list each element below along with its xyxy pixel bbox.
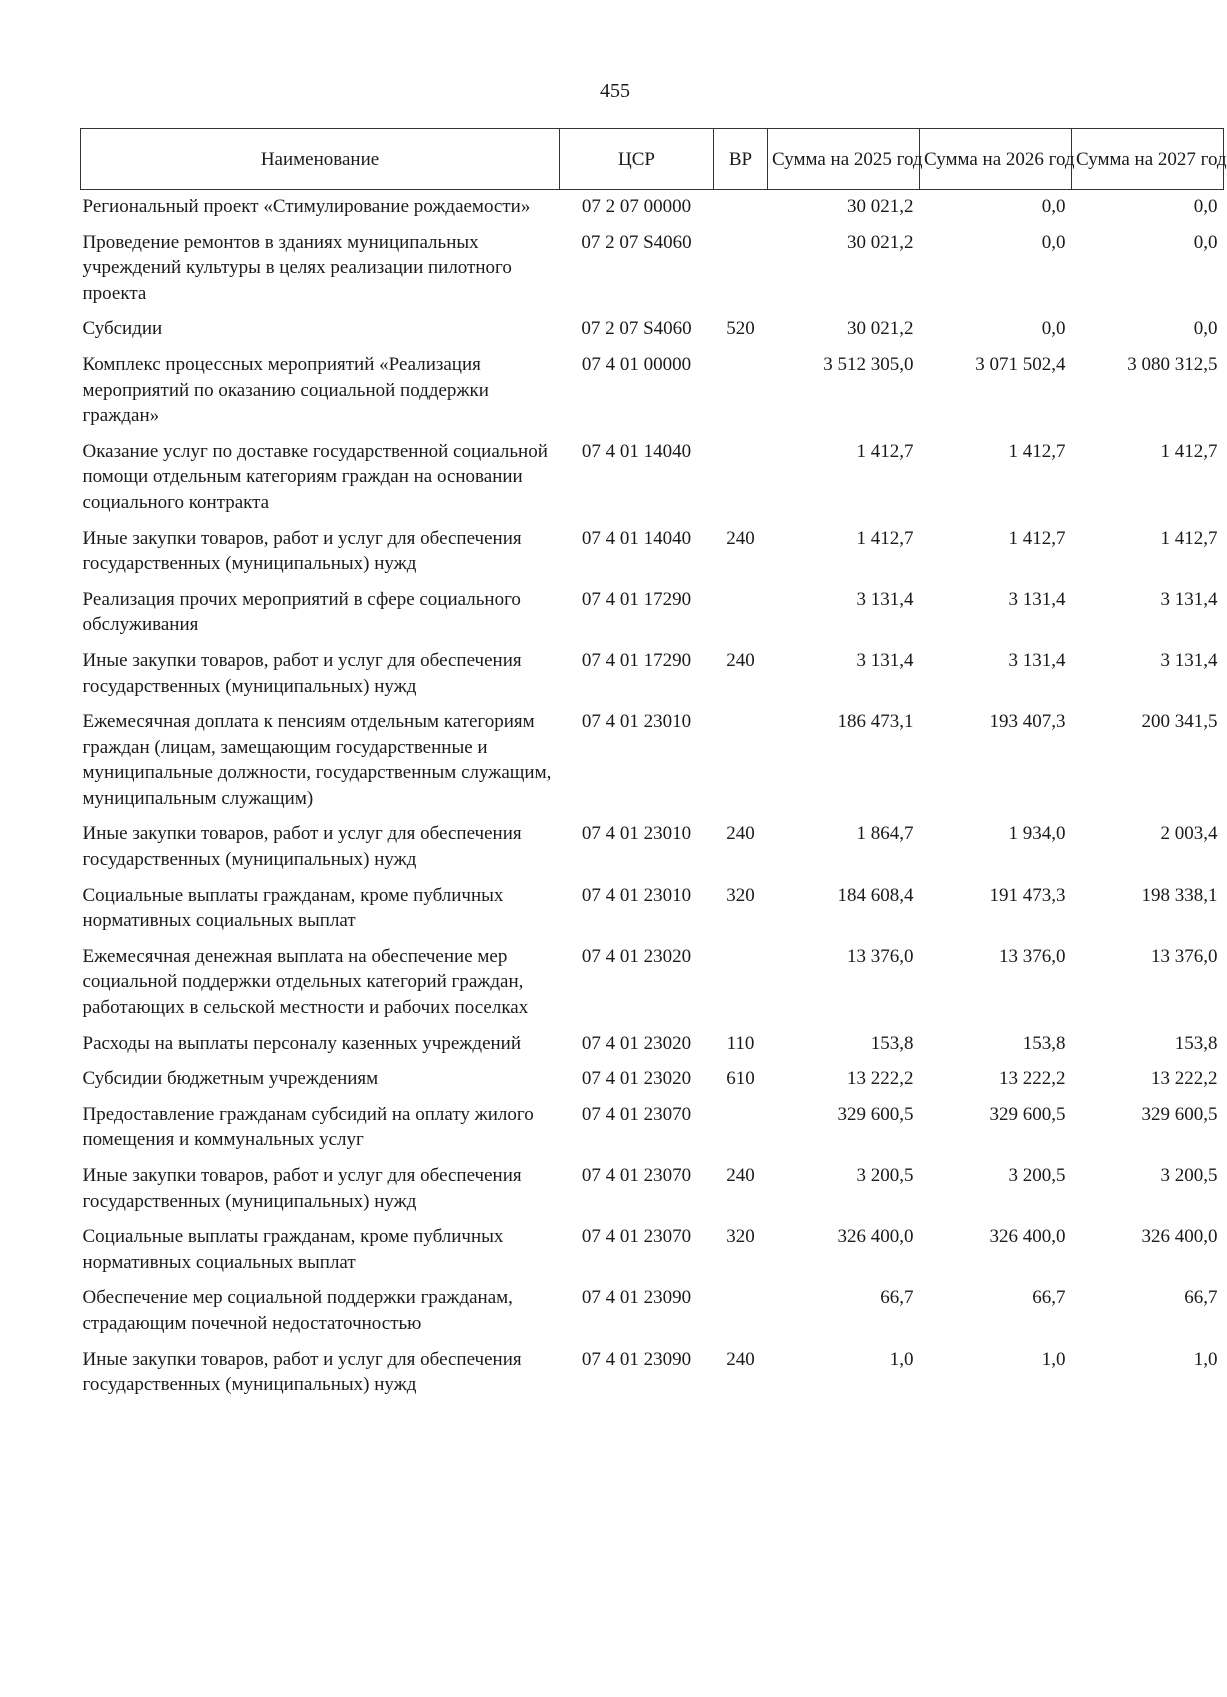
cell-csr: 07 4 01 23010 (581, 884, 692, 906)
cell-vr: 240 (726, 1165, 755, 1186)
cell-sum-2025: 3 200,5 (856, 1165, 914, 1186)
cell-sum-2026: 13 376,0 (999, 945, 1066, 967)
cell-sum-2026: 193 407,3 (989, 711, 1066, 733)
cell-name: Социальные выплаты гражданам, кроме публичных нормативных социальных выплат (82, 1226, 504, 1273)
cell-csr: 07 2 07 S4060 (581, 318, 692, 340)
cell-sum-2026: 66,7 (1032, 1287, 1066, 1309)
cell-sum-2026: 13 222,2 (999, 1068, 1066, 1090)
cell-name: Ежемесячная доплата к пенсиям отдельным категориям граждан (лицам, замещающим государственные и муниципальные должности, государственным служащим, муниципальным служащим) (82, 711, 552, 809)
cell-csr: 07 4 01 23020 (581, 1068, 692, 1090)
cell-vr (714, 348, 768, 435)
header-sum-2025: Сумма на 2025 год (768, 129, 920, 190)
cell-csr: 07 4 01 14040 (581, 440, 692, 462)
cell-name: Реализация прочих мероприятий в сфере социального обслуживания (82, 588, 521, 636)
cell-vr: 520 (726, 318, 755, 340)
cell-sum-2026: 3 131,4 (1008, 588, 1066, 610)
cell-vr (714, 1281, 768, 1342)
header-csr: ЦСР (560, 129, 714, 190)
cell-name: Иные закупки товаров, работ и услуг для обеспечения государственных (муниципальных) нужд (82, 527, 522, 575)
cell-csr: 07 4 01 23010 (581, 711, 692, 733)
cell-vr (714, 190, 768, 226)
cell-sum-2027: 153,8 (1174, 1032, 1218, 1054)
cell-sum-2026: 329 600,5 (989, 1103, 1066, 1125)
cell-sum-2026: 1 412,7 (1008, 440, 1066, 462)
cell-name: Предоставление гражданам субсидий на оплату жилого помещения и коммунальных услуг (82, 1103, 534, 1151)
cell-vr (714, 226, 768, 313)
cell-vr (714, 435, 768, 522)
cell-sum-2025: 3 131,4 (856, 649, 914, 671)
cell-sum-2027: 66,7 (1184, 1287, 1218, 1309)
cell-vr: 240 (726, 823, 755, 845)
cell-sum-2027: 1 412,7 (1160, 527, 1218, 549)
cell-vr (714, 940, 768, 1027)
header-sum-2027: Сумма на 2027 год (1072, 129, 1224, 190)
cell-sum-2027: 0,0 (1193, 231, 1218, 253)
cell-sum-2026: 0,0 (1041, 196, 1066, 217)
cell-vr: 240 (726, 1348, 755, 1370)
cell-sum-2027: 13 376,0 (1151, 945, 1218, 967)
table-row (81, 348, 1224, 435)
header-sum-2026: Сумма на 2026 год (920, 129, 1072, 190)
cell-sum-2026: 3 071 502,4 (975, 353, 1066, 375)
cell-sum-2025: 13 222,2 (847, 1068, 914, 1090)
header-name: Наименование (81, 129, 560, 190)
table-row (81, 1343, 1224, 1404)
cell-name: Проведение ремонтов в зданиях муниципальных учреждений культуры в целях реализации пилотного проекта (82, 231, 512, 304)
table-row (81, 1098, 1224, 1159)
cell-name: Социальные выплаты гражданам, кроме публичных нормативных социальных выплат (82, 884, 504, 932)
cell-sum-2027: 3 131,4 (1160, 649, 1218, 671)
cell-name: Комплекс процессных мероприятий «Реализация мероприятий по оказанию социальной поддержки граждан» (82, 353, 489, 427)
cell-sum-2027: 329 600,5 (1141, 1103, 1218, 1125)
cell-sum-2027: 200 341,5 (1141, 711, 1218, 733)
cell-csr: 07 2 07 00000 (581, 196, 692, 217)
cell-name: Иные закупки товаров, работ и услуг для обеспечения государственных (муниципальных) нужд (82, 649, 522, 697)
cell-name: Оказание услуг по доставке государственной социальной помощи отдельным категориям граждан на основании социального контракта (82, 440, 548, 513)
cell-sum-2025: 1 412,7 (856, 440, 914, 462)
cell-name: Иные закупки товаров, работ и услуг для обеспечения государственных (муниципальных) нужд (82, 823, 522, 871)
cell-csr: 07 4 01 23070 (581, 1165, 692, 1186)
cell-sum-2025: 186 473,1 (837, 711, 914, 733)
cell-sum-2026: 326 400,0 (989, 1226, 1066, 1248)
cell-sum-2027: 1,0 (1193, 1348, 1218, 1370)
cell-sum-2025: 30 021,2 (847, 196, 914, 217)
cell-vr: 610 (726, 1068, 755, 1090)
table-row (81, 583, 1224, 644)
cell-csr: 07 2 07 S4060 (581, 231, 692, 253)
cell-csr: 07 4 01 17290 (581, 588, 692, 610)
cell-sum-2027: 1 412,7 (1160, 440, 1218, 462)
table-row (81, 705, 1224, 817)
cell-sum-2026: 153,8 (1022, 1032, 1066, 1054)
cell-vr (714, 583, 768, 644)
table-row (81, 1062, 1224, 1098)
cell-sum-2025: 13 376,0 (847, 945, 914, 967)
cell-sum-2027: 3 080 312,5 (1127, 353, 1218, 375)
table-row (81, 879, 1224, 940)
cell-name: Субсидии бюджетным учреждениям (82, 1068, 379, 1090)
budget-table (80, 128, 1227, 1404)
cell-csr: 07 4 01 17290 (581, 649, 692, 671)
cell-sum-2025: 30 021,2 (847, 231, 914, 253)
cell-sum-2025: 66,7 (880, 1287, 914, 1309)
cell-vr: 110 (726, 1032, 755, 1054)
header-vr: ВР (714, 129, 768, 190)
cell-name: Иные закупки товаров, работ и услуг для обеспечения государственных (муниципальных) нужд (82, 1165, 522, 1212)
cell-sum-2026: 0,0 (1041, 231, 1066, 253)
cell-sum-2027: 3 131,4 (1160, 588, 1218, 610)
cell-vr: 320 (726, 1226, 755, 1248)
cell-sum-2025: 3 131,4 (856, 588, 914, 610)
cell-sum-2027: 0,0 (1193, 318, 1218, 340)
cell-vr (714, 705, 768, 817)
cell-sum-2025: 326 400,0 (837, 1226, 914, 1248)
cell-sum-2025: 184 608,4 (837, 884, 914, 906)
cell-sum-2027: 0,0 (1193, 196, 1218, 217)
cell-sum-2025: 329 600,5 (837, 1103, 914, 1125)
cell-csr: 07 4 01 23010 (581, 823, 692, 845)
table-row (81, 522, 1224, 583)
cell-sum-2026: 1 934,0 (1008, 823, 1066, 845)
table-row (81, 940, 1224, 1027)
cell-name: Региональный проект «Стимулирование рождаемости» (82, 196, 531, 217)
cell-sum-2026: 3 200,5 (1008, 1165, 1066, 1186)
cell-sum-2025: 1 412,7 (856, 527, 914, 549)
table-row (81, 817, 1224, 878)
cell-sum-2027: 2 003,4 (1160, 823, 1218, 845)
table-row (81, 1281, 1224, 1342)
cell-sum-2025: 153,8 (870, 1032, 914, 1054)
cell-vr: 240 (726, 649, 755, 671)
cell-sum-2027: 326 400,0 (1141, 1226, 1218, 1248)
cell-csr: 07 4 01 23070 (581, 1103, 692, 1125)
cell-sum-2026: 0,0 (1041, 318, 1066, 340)
table-row (81, 435, 1224, 522)
cell-csr: 07 4 01 23070 (581, 1226, 692, 1248)
table-row (81, 226, 1224, 313)
cell-vr (714, 1098, 768, 1159)
cell-sum-2027: 198 338,1 (1141, 884, 1218, 906)
cell-sum-2026: 1 412,7 (1008, 527, 1066, 549)
table-row (81, 1220, 1224, 1281)
cell-name: Обеспечение мер социальной поддержки гражданам, страдающим почечной недостаточностью (82, 1287, 513, 1334)
cell-csr: 07 4 01 23020 (581, 1032, 692, 1054)
cell-sum-2025: 30 021,2 (847, 318, 914, 340)
page-number: 455 (600, 80, 630, 102)
cell-csr: 07 4 01 00000 (581, 353, 692, 375)
table-header (81, 129, 1227, 190)
cell-vr: 320 (726, 884, 755, 906)
cell-name: Субсидии (82, 318, 163, 340)
cell-csr: 07 4 01 23090 (581, 1348, 692, 1370)
cell-sum-2027: 3 200,5 (1160, 1165, 1218, 1186)
cell-vr: 240 (726, 527, 755, 549)
table-body (81, 190, 1224, 1404)
cell-sum-2025: 1 864,7 (856, 823, 914, 845)
cell-csr: 07 4 01 14040 (581, 527, 692, 549)
table-row (81, 1027, 1224, 1063)
cell-csr: 07 4 01 23020 (581, 945, 692, 967)
table-row (81, 644, 1224, 705)
header-row (81, 129, 1224, 190)
table-row (81, 1159, 1224, 1220)
table-row (81, 190, 1224, 226)
cell-name: Иные закупки товаров, работ и услуг для обеспечения государственных (муниципальных) нужд (82, 1348, 522, 1396)
cell-sum-2026: 191 473,3 (989, 884, 1066, 906)
cell-sum-2025: 1,0 (889, 1348, 914, 1370)
cell-sum-2026: 1,0 (1041, 1348, 1066, 1370)
cell-name: Ежемесячная денежная выплата на обеспечение мер социальной поддержки отдельных категорий граждан, работающих в сельской местности и рабочих поселках (82, 945, 529, 1019)
table-row (81, 312, 1224, 348)
cell-sum-2025: 3 512 305,0 (823, 353, 914, 375)
cell-name: Расходы на выплаты персоналу казенных учреждений (82, 1032, 522, 1054)
cell-csr: 07 4 01 23090 (581, 1287, 692, 1309)
cell-sum-2027: 13 222,2 (1151, 1068, 1218, 1090)
cell-sum-2026: 3 131,4 (1008, 649, 1066, 671)
